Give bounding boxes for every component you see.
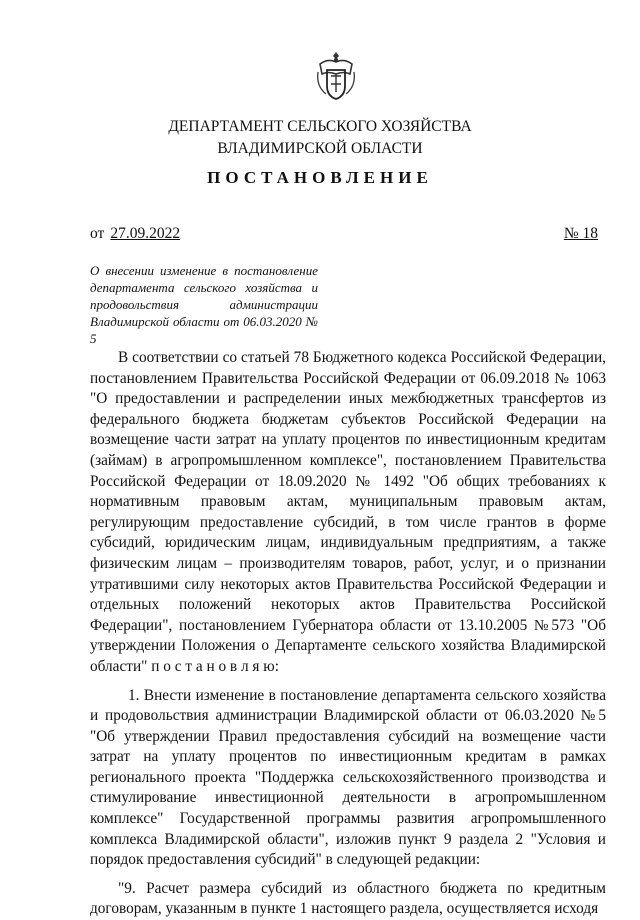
department-name-line2: ВЛАДИМИРСКОЙ ОБЛАСТИ [217, 140, 423, 157]
preamble-paragraph [90, 348, 606, 678]
item-9-paragraph: "9. Расчет размера субсидий из областного бюджета по кредитным договорам, указанным в пункте 1 настоящего раздела, осуществляется исходя [90, 879, 606, 918]
preamble-text: В соответствии со статьей 78 Бюджетного кодекса Российской Федерации, постановлением Правительства Российской Федерации от 06.09.2018 № 1063 "О предоставлении и распределении иных межбюджетных трансфертов из федерального бюджета бюджетам субъектов Российской Федерации на возмещение части затрат на уплату процентов по инвестиционным кредитам (займам) в агропромышленном комплексе", постановлением Правительства Российской Федерации от 18.09.2020 № 1492 "Об общих требованиях к нормативным правовым актам, муниципальным правовым актам, регулирующим предоставление субсидий, в том числе грантов в форме субсидий, юридическим лицам, индивидуальным предприятиям, а также физическим лицам – производителям товаров, работ, услуг, и о признании утратившими силу некоторых актов Правительства Российской Федерации и отдельных положений некоторых актов Правительства Российской Федерации", постановлением Губернатора области от 13.10.2005 №573 "Об утверждении Положения о Департаменте сельского хозяйства Владимирской области" [90, 349, 606, 675]
date-value: 27.09.2022 [110, 225, 181, 242]
document-subject: О внесении изменение в постановление департамента сельского хозяйства и продовольствия администрации Владимирской области от 06.03.2020 № 5 [90, 263, 318, 346]
date-prefix: от [90, 225, 105, 242]
department-name-line1: ДЕПАРТАМЕНТ СЕЛЬСКОГО ХОЗЯЙСТВА [168, 118, 472, 135]
document-body [90, 348, 606, 920]
item-1-paragraph: 1. Внести изменение в постановление департамента сельского хозяйства и продовольствия администрации Владимирской области от 06.03.2020 №5 "Об утверждении Правил предоставления субсидий на возмещение части затрат на уплату процентов по инвестиционным кредитам в рамках регионального проекта "Поддержка сельскохозяйственного производства и стимулирование инвестиционной деятельности в агропромышленном комплексе" Государственной программы развития агропромышленного комплекса Владимирской области", изложив пункт 9 раздела 2 "Условия и порядок предоставления субсидий" в следующей редакции: [90, 686, 606, 869]
decree-word: п о с т а н о в л я ю: [151, 657, 279, 675]
document-number: № 18 [563, 225, 598, 242]
document-title: ПОСТАНОВЛЕНИЕ [207, 168, 433, 187]
document-date [90, 225, 180, 243]
coat-of-arms-icon [314, 50, 358, 102]
